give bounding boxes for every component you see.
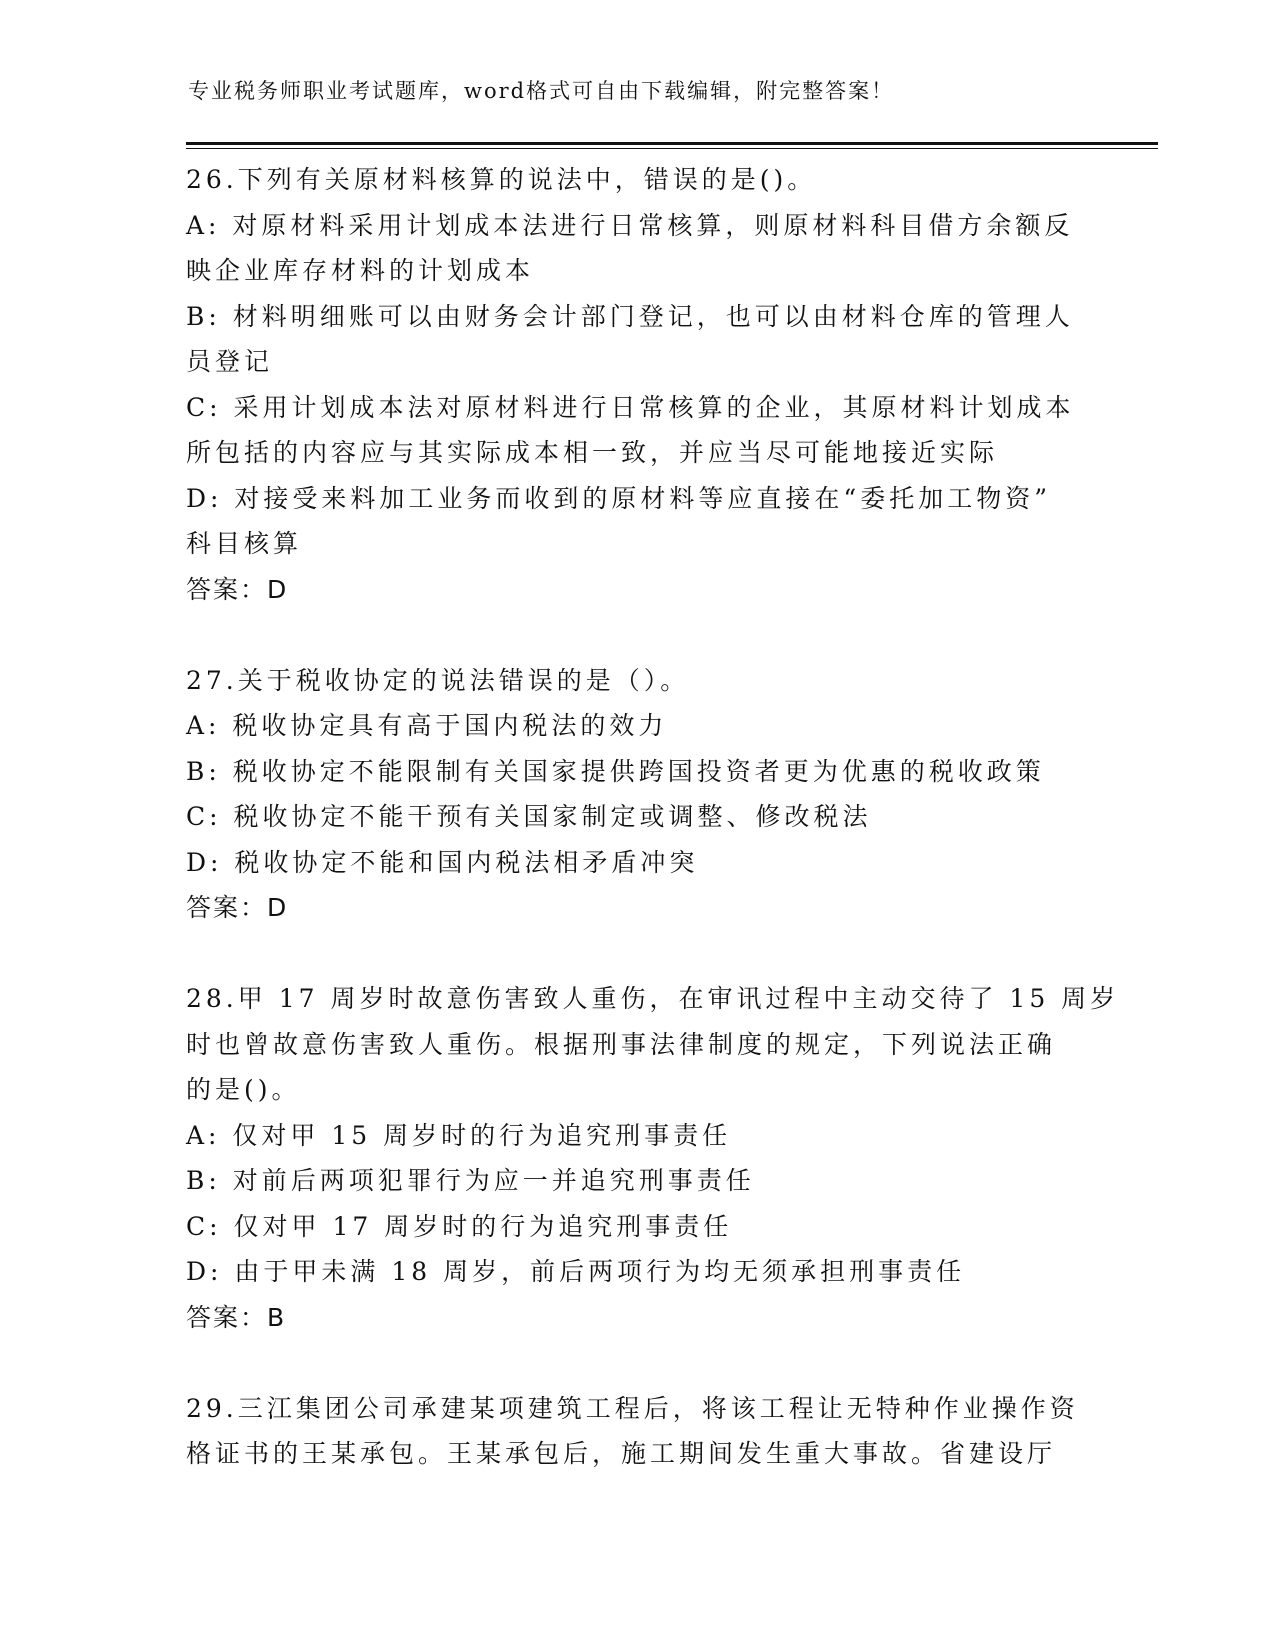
question-26	[186, 157, 1086, 612]
answer-line: 答案：B	[186, 1302, 287, 1332]
option-d-line: D: 税收协定不能和国内税法相矛盾冲突	[186, 847, 699, 877]
question-spacer	[186, 612, 1086, 658]
option-b-line: B: 税收协定不能限制有关国家提供跨国投资者更为优惠的税收政策	[186, 756, 1045, 786]
question-stem-line: 格证书的王某承包。王某承包后，施工期间发生重大事故。省建设厅	[186, 1439, 1057, 1468]
question-29	[186, 1386, 1086, 1477]
option-b-line: 员登记	[186, 347, 274, 376]
option-d-line: D: 对接受来料加工业务而收到的原材料等应直接在“委托加工物资”	[186, 483, 1051, 513]
header-rule-thick	[186, 142, 1158, 145]
question-stem-line: 时也曾故意伤害致人重伤。根据刑事法律制度的规定，下列说法正确	[186, 1029, 1057, 1059]
page-header: 专业税务师职业考试题库，word格式可自由下载编辑，附完整答案！	[188, 79, 895, 103]
option-c-line: 所包括的内容应与其实际成本相一致，并应当尽可能地接近实际	[186, 438, 999, 467]
question-stem-line: 29.三江集团公司承建某项建筑工程后，将该工程让无特种作业操作资	[186, 1393, 1079, 1423]
question-spacer	[186, 931, 1086, 977]
header-rule-thin	[186, 148, 1158, 149]
question-28	[186, 976, 1120, 1340]
option-a-line: A: 税收协定具有高于国内税法的效力	[186, 711, 668, 740]
option-b-line: B: 材料明细账可以由财务会计部门登记，也可以由材料仓库的管理人	[186, 301, 1074, 331]
question-spacer	[186, 1340, 1086, 1386]
question-list	[186, 157, 1120, 1477]
question-stem-line: 27.关于税收协定的说法错误的是（）。	[186, 665, 690, 695]
question-stem-line: 28.甲 17 周岁时故意伤害致人重伤，在审讯过程中主动交待了 15 周岁	[186, 984, 1120, 1013]
option-c-line: C: 采用计划成本法对原材料进行日常核算的企业，其原材料计划成本	[186, 392, 1075, 422]
option-a-line: A: 对原材料采用计划成本法进行日常核算，则原材料科目借方余额反	[186, 210, 1074, 240]
question-27	[186, 658, 1086, 931]
option-c-line: C: 税收协定不能干预有关国家制定或调整、修改税法	[186, 802, 872, 831]
option-d-line: D: 由于甲未满 18 周岁，前后两项行为均无须承担刑事责任	[186, 1257, 966, 1286]
option-a-line: A: 仅对甲 15 周岁时的行为追究刑事责任	[186, 1120, 732, 1150]
option-b-line: B: 对前后两项犯罪行为应一并追究刑事责任	[186, 1166, 755, 1195]
question-stem-line: 的是()。	[186, 1075, 301, 1104]
answer-line: 答案：D	[186, 574, 289, 604]
option-c-line: C: 仅对甲 17 周岁时的行为追究刑事责任	[186, 1211, 733, 1241]
option-a-line: 映企业库存材料的计划成本	[186, 256, 535, 285]
answer-line: 答案：D	[186, 893, 289, 922]
option-d-line: 科目核算	[186, 529, 303, 558]
question-stem-line: 26.下列有关原材料核算的说法中，错误的是()。	[186, 165, 817, 194]
